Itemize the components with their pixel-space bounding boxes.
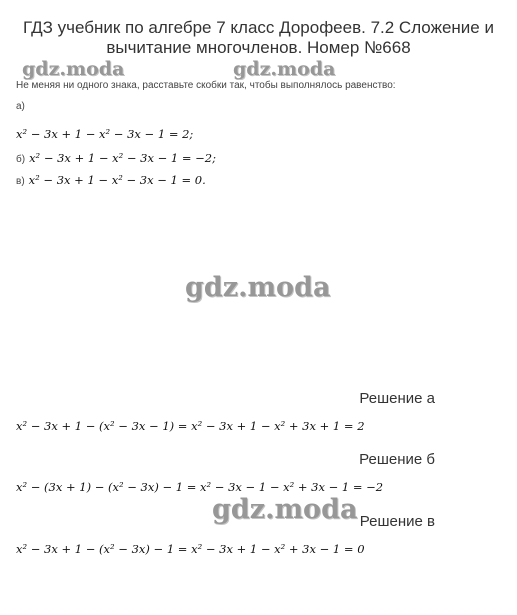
solution-b-heading: Решение б xyxy=(359,451,435,468)
part-c-label: в) xyxy=(16,176,25,187)
task-text: Не меняя ни одного знака, расставьте скобки так, чтобы выполнялось равенство: xyxy=(16,80,396,91)
watermark-center: gdz.moda xyxy=(185,272,331,303)
watermark: gdz.moda xyxy=(22,58,125,80)
watermark-bottom: gdz.moda xyxy=(212,494,358,525)
watermark: gdz.moda xyxy=(233,58,336,80)
title-line-1: ГДЗ учебник по алгебре 7 класс Дорофеев. 7.2 Сложение и xyxy=(23,18,494,37)
solution-b-equation: x² − (3x + 1) − (x² − 3x) − 1 = x² − 3x − 1 − x² + 3x − 1 = −2 xyxy=(16,480,384,494)
title-line-2: вычитание многочленов. Номер №668 xyxy=(106,38,411,57)
solution-a-heading: Решение а xyxy=(359,390,435,407)
part-c-equation xyxy=(16,173,206,187)
solution-c-equation: x² − 3x + 1 − (x² − 3x) − 1 = x² − 3x + 1 − x² + 3x − 1 = 0 xyxy=(16,542,365,556)
part-a-label: а) xyxy=(16,101,25,112)
part-c-formula: x² − 3x + 1 − x² − 3x − 1 = 0. xyxy=(28,173,206,187)
part-b-equation xyxy=(16,151,216,165)
solution-a-equation: x² − 3x + 1 − (x² − 3x − 1) = x² − 3x + 1 − x² + 3x + 1 = 2 xyxy=(16,419,365,433)
part-b-label: б) xyxy=(16,154,26,165)
solution-c-heading: Решение в xyxy=(359,513,435,530)
page-title xyxy=(0,18,517,58)
part-b-formula: x² − 3x + 1 − x² − 3x − 1 = −2; xyxy=(29,151,216,165)
part-a-equation: x² − 3x + 1 − x² − 3x − 1 = 2; xyxy=(16,127,194,141)
